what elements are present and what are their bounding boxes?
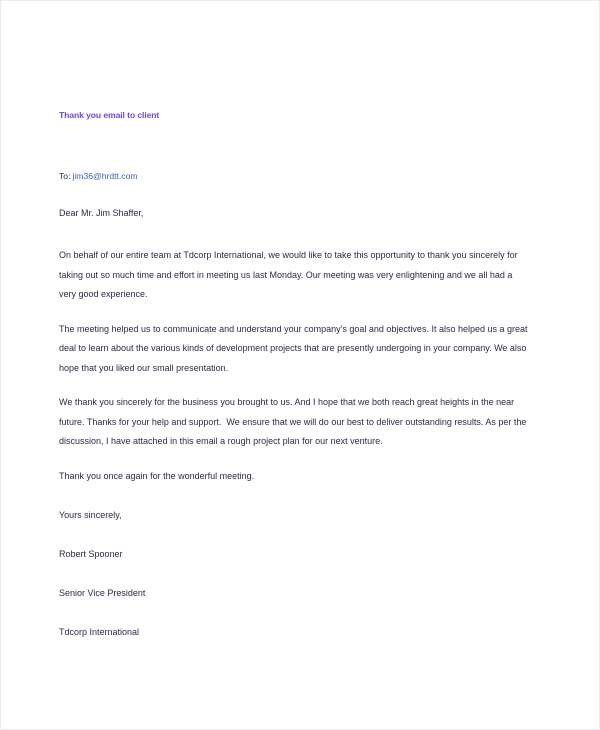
closing-block (59, 470, 529, 638)
letter-body (59, 109, 529, 638)
signature-name: Robert Spooner (59, 548, 123, 559)
body-paragraph-2: The meeting helped us to communicate and understand your company's goal and objectives. It also helped us a great deal to learn about the various kinds of development projects that are presently undergoing in your company. We also hope that you liked our small presentation. (59, 323, 531, 373)
body-paragraph-3: We thank you sincerely for the business you brought to us. And I hope that we both reach great heights in the near future. Thanks for your help and support. We ensure that we will do our best to deliver outstanding results. As per the discussion, I have attached in this email a rough project plan for our next venture. (59, 397, 529, 446)
recipient-line (59, 170, 529, 182)
closing-thanks: Thank you once again for the wonderful meeting. (59, 470, 255, 481)
signature-company: Tdcorp International (59, 626, 140, 637)
body-paragraph-1: On behalf of our entire team at Tdcorp International, we would like to take this opportunity to thank you sincerely for taking out so much time and effort in meeting us last Monday. Our meeting was very enlightening and we all had a very good experience. (59, 250, 521, 299)
signature-designation: Senior Vice President (59, 587, 146, 598)
salutation: Dear Mr. Jim Shaffer, (59, 208, 144, 218)
document-title: Thank you email to client (59, 110, 160, 120)
to-label: To: (59, 171, 71, 181)
recipient-email-link[interactable]: jim36@hrdtt.com (72, 171, 138, 181)
sign-off: Yours sincerely, (59, 509, 122, 520)
